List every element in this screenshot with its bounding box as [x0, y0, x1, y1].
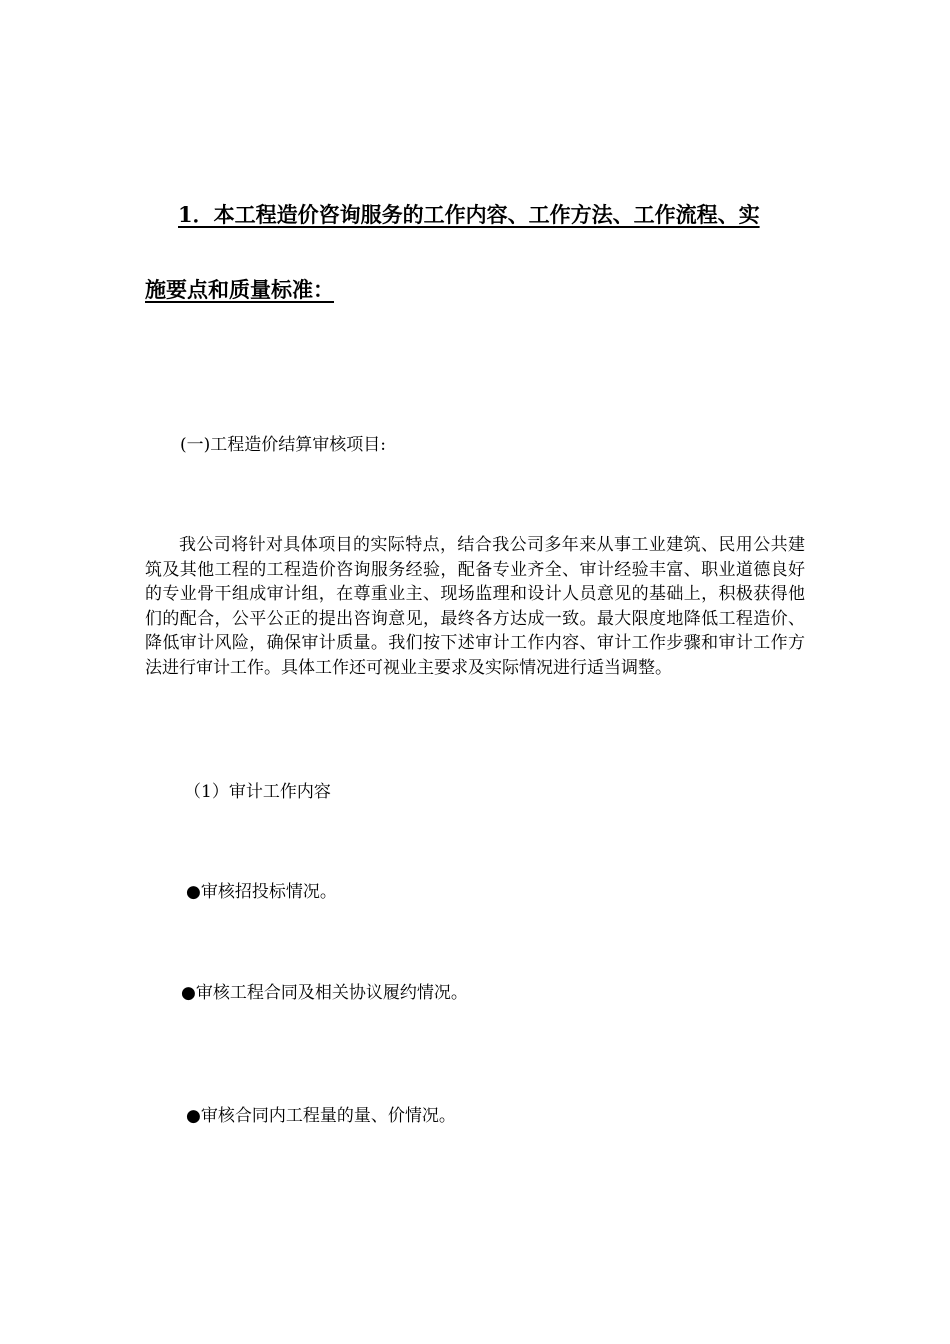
- heading-line-2: 施要点和质量标准：: [145, 277, 334, 302]
- bullet-item: ●审核合同内工程量的量、价情况。: [186, 1106, 456, 1126]
- section-title: (一)工程造价结算审核项目:: [180, 435, 386, 455]
- audit-content-title: （1）审计工作内容: [184, 782, 331, 802]
- body-paragraph: 我公司将针对具体项目的实际特点，结合我公司多年来从事工业建筑、民用公共建筑及其他工程的工程造价咨询服务经验，配备专业齐全、审计经验丰富、职业道德良好的专业骨干组成审计组，在尊重业主、现场监理和设计人员意见的基础上，积极获得他们的配合，公平公正的提出咨询意见，最终各方达成一致。最大限度地降低工程造价、降低审计风险，确保审计质量。我们按下述审计工作内容、审计工作步骤和审计工作方法进行审计工作。具体工作还可视业主要求及实际情况进行适当调整。: [145, 535, 805, 678]
- bullet-item: ●审核招投标情况。: [186, 882, 337, 902]
- heading-line-1: 1．本工程造价咨询服务的工作内容、工作方法、工作流程、实: [178, 202, 760, 227]
- bullet-item: ●审核工程合同及相关协议履约情况。: [181, 983, 468, 1003]
